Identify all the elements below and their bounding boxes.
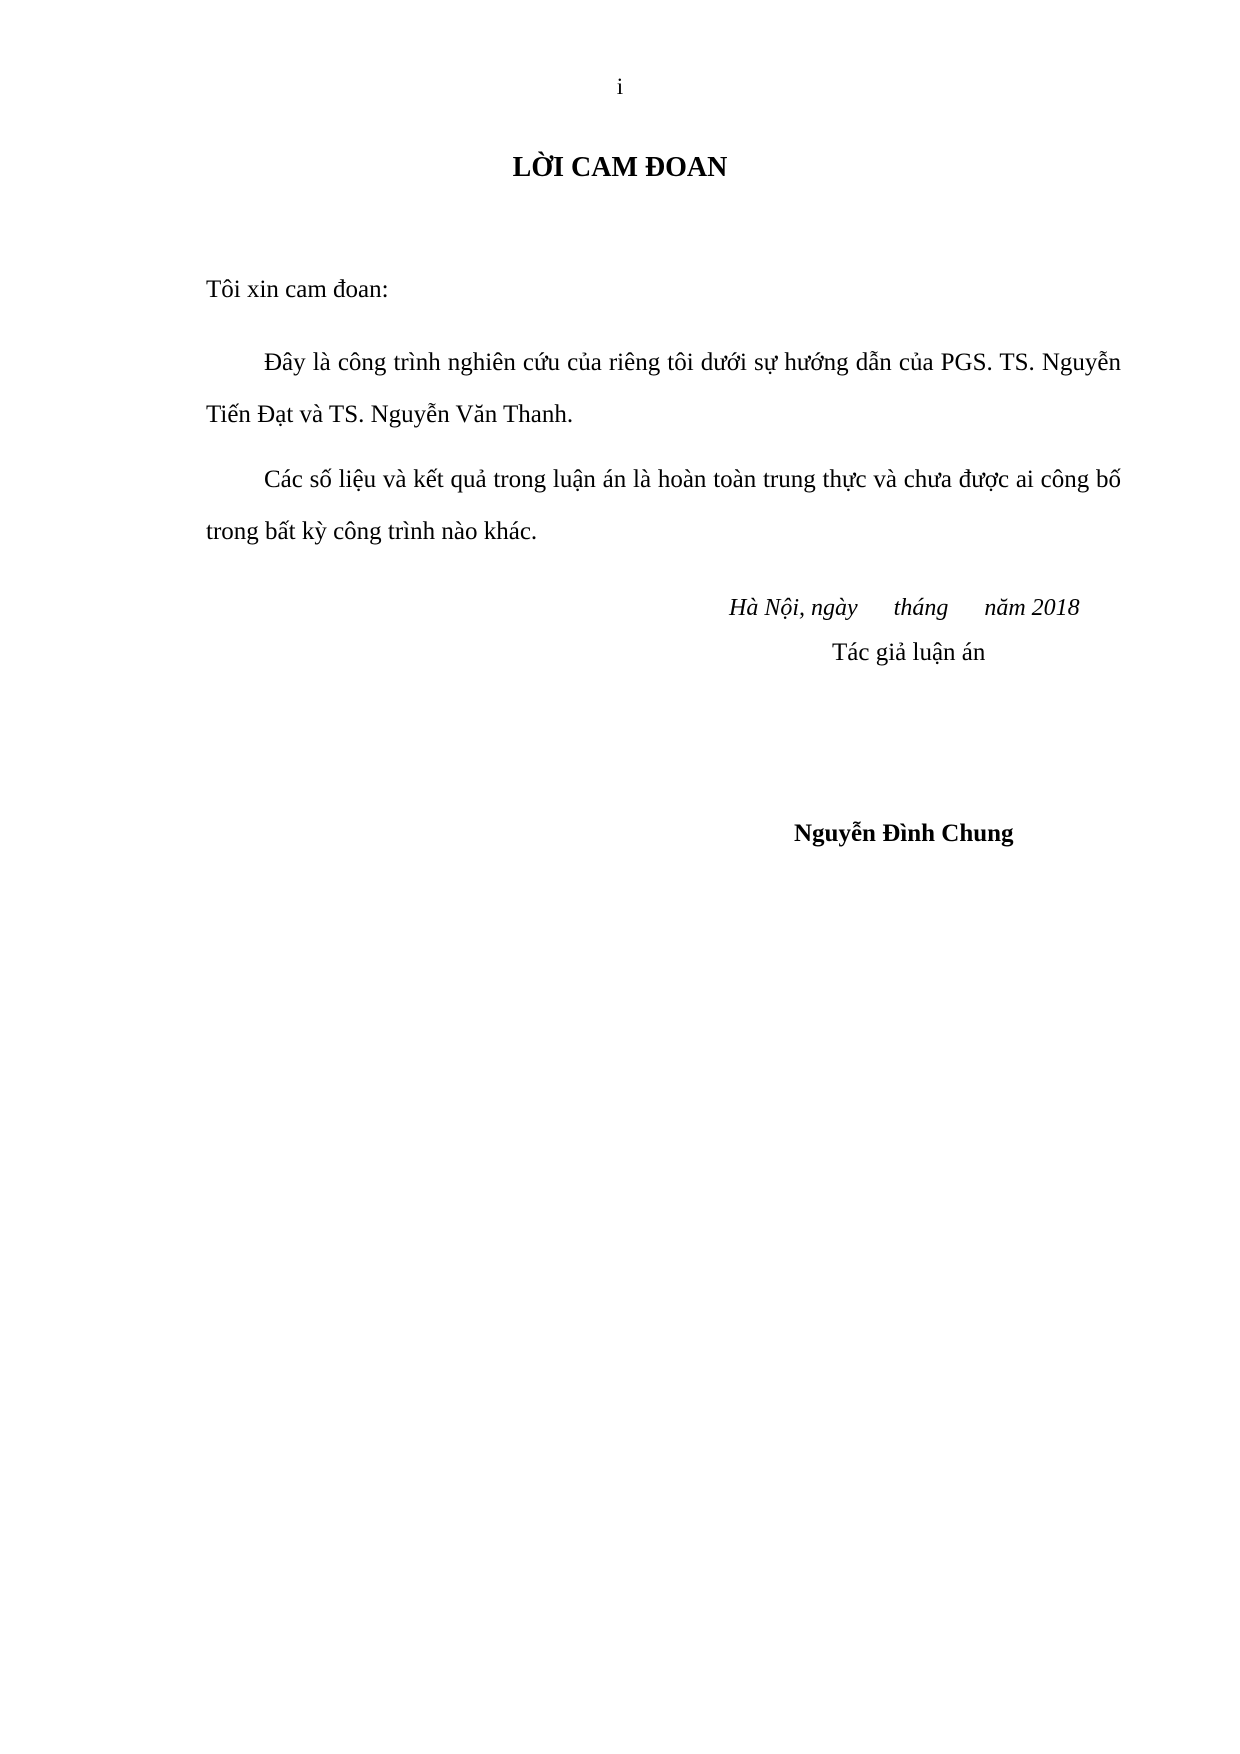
paragraph-supervisors: Đây là công trình nghiên cứu của riêng tôi dưới sự hướng dẫn của PGS. TS. Nguyễn Tiến Đạt và TS. Nguyễn Văn Thanh.: [206, 349, 1121, 428]
date-line: Hà Nội, ngày tháng năm 2018: [729, 595, 1080, 621]
paragraph-integrity: Các số liệu và kết quả trong luận án là hoàn toàn trung thực và chưa được ai công bố trong bất kỳ công trình nào khác.: [206, 466, 1121, 545]
author-label: Tác giả luận án: [832, 639, 986, 666]
lead-text: Tôi xin cam đoan:: [206, 276, 389, 303]
author-name: Nguyễn Đình Chung: [794, 820, 1014, 847]
page-number: i: [616, 74, 624, 99]
page-title: LỜI CAM ĐOAN: [512, 152, 728, 183]
